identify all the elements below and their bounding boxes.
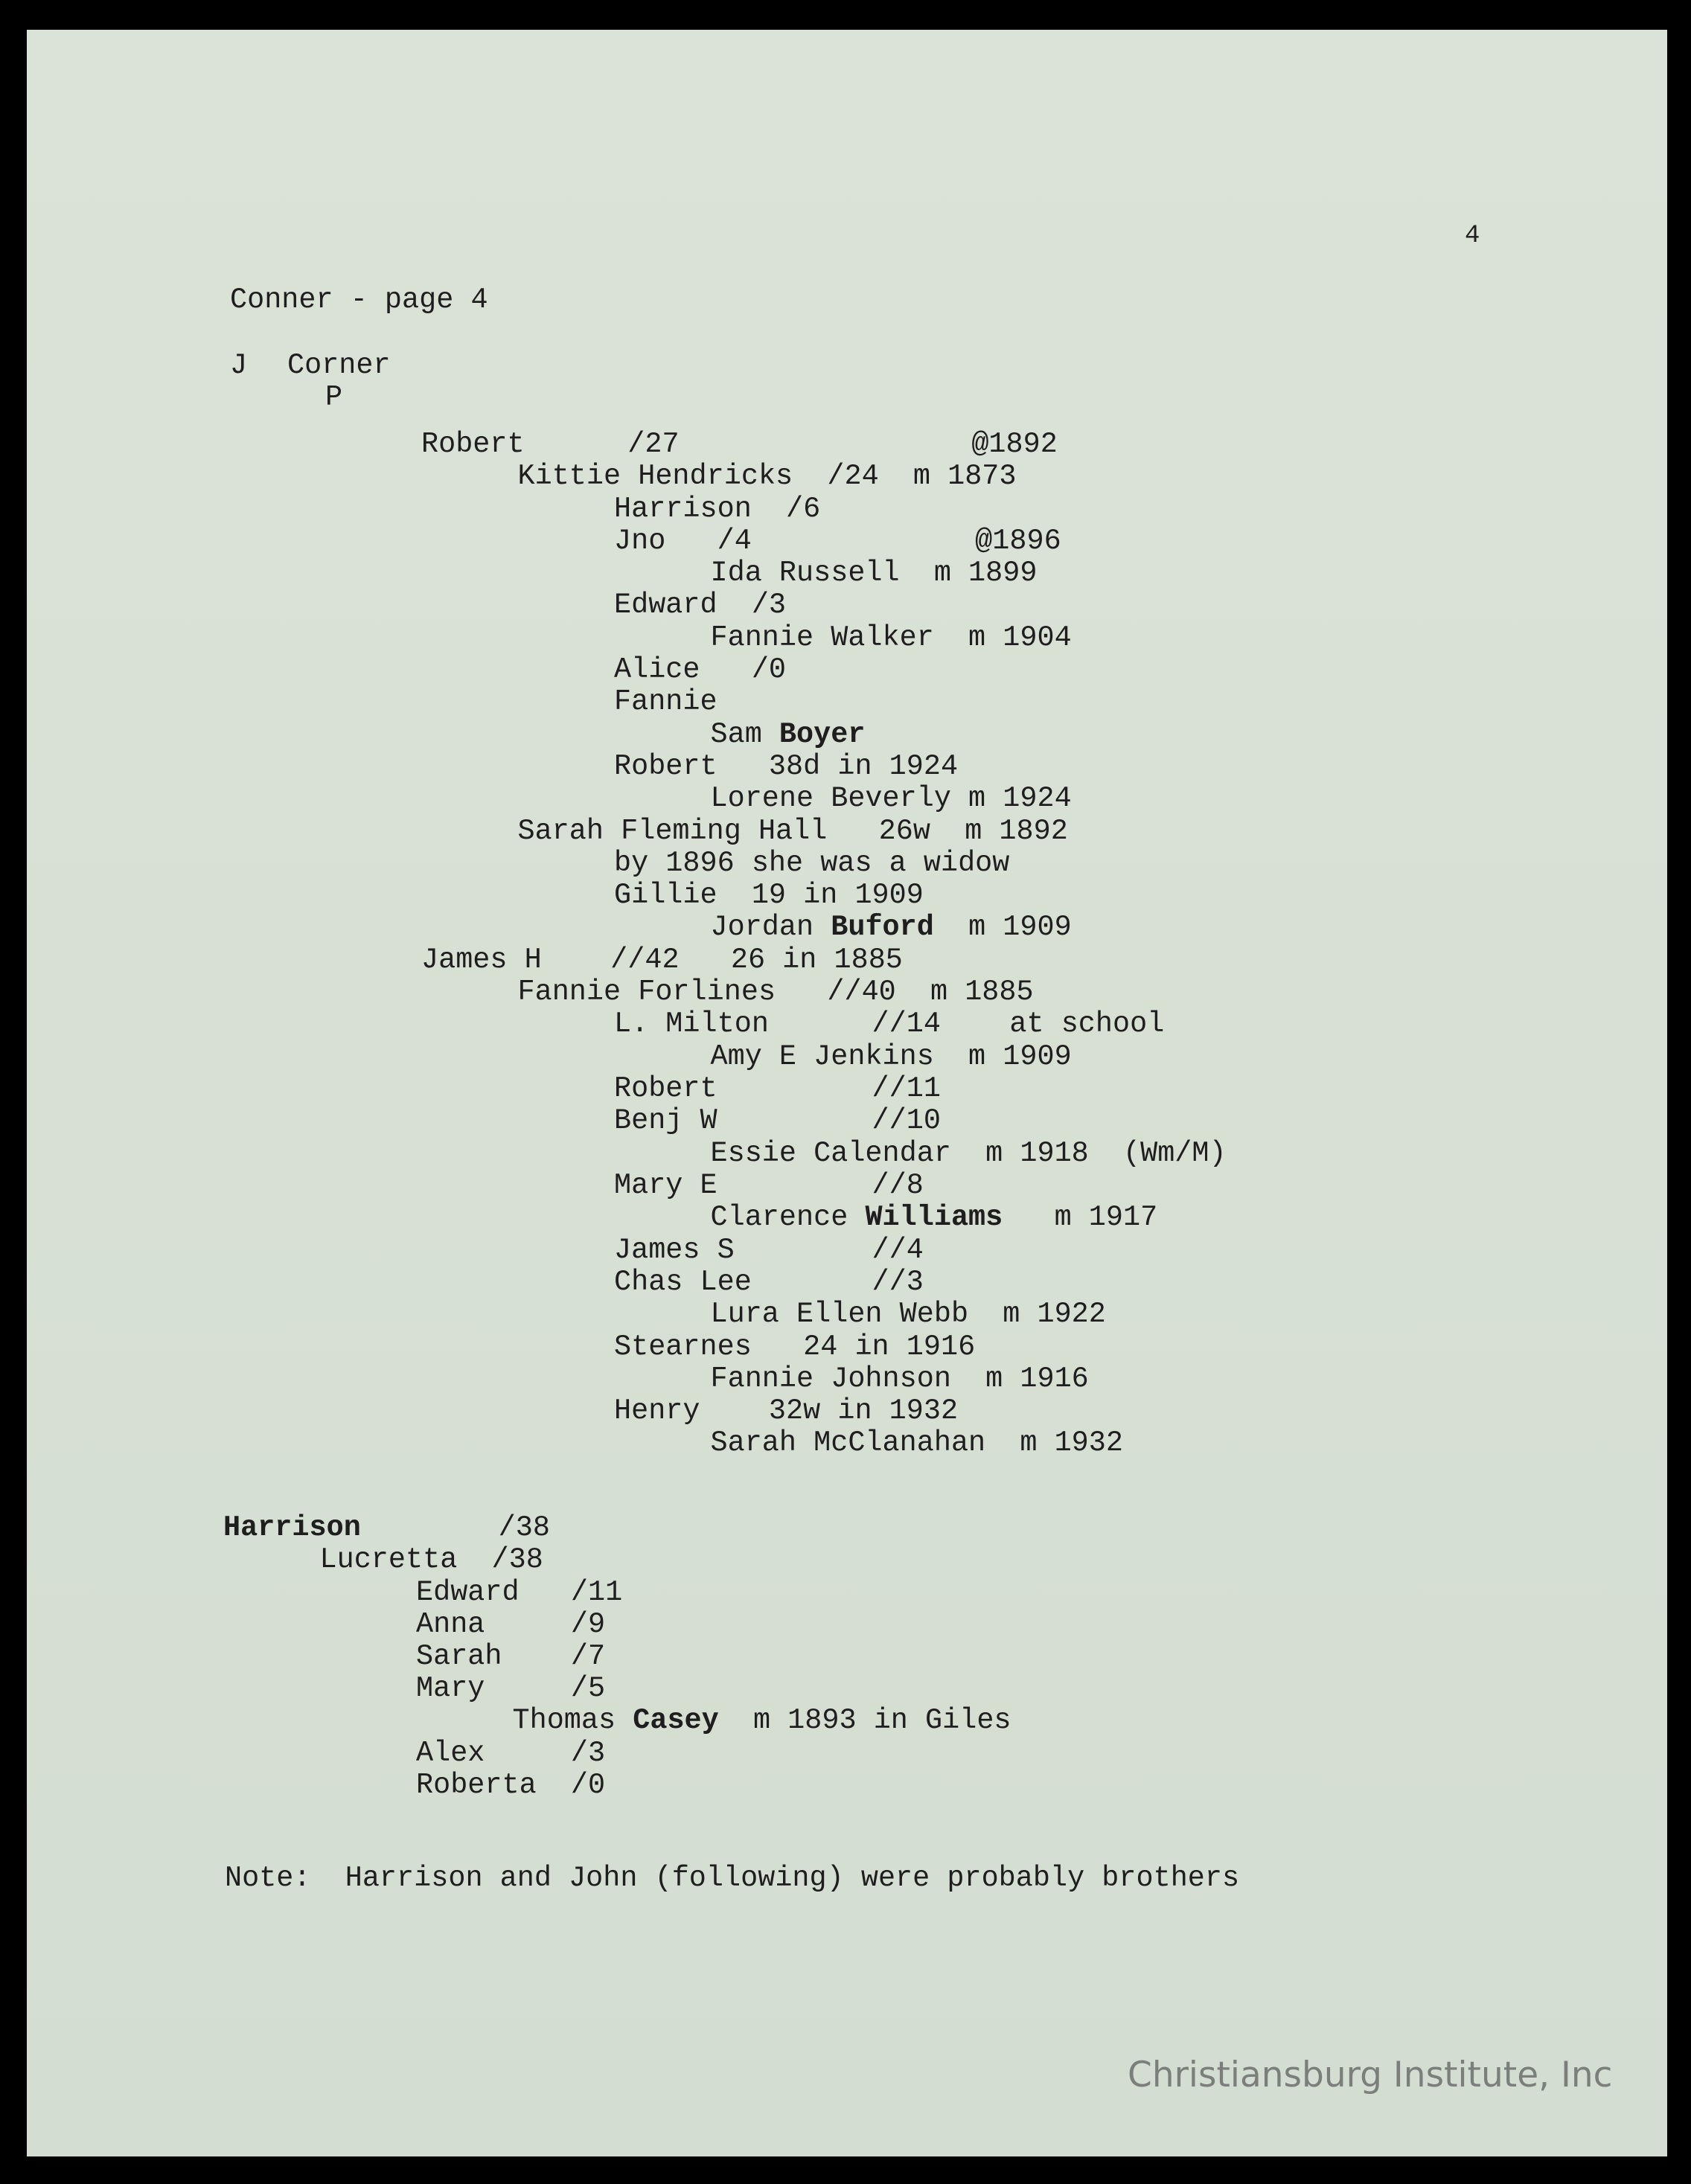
entry-text: m 1893 in Giles xyxy=(718,1704,1011,1737)
entry-text: James S //4 xyxy=(614,1234,924,1266)
entry-text: Clarence xyxy=(710,1201,866,1234)
family-head-sub: P xyxy=(325,381,343,414)
entry-text: Sarah McClanahan m 1932 xyxy=(710,1426,1123,1459)
entry-text: Fannie Johnson m 1916 xyxy=(710,1362,1089,1395)
entry-line xyxy=(614,1396,958,1426)
entry-text: Lorene Beverly m 1924 xyxy=(710,782,1072,815)
entry-line xyxy=(614,687,717,717)
entry-text: Alex /3 xyxy=(416,1737,606,1770)
family2-line xyxy=(320,1545,543,1575)
family2-line xyxy=(416,1770,605,1800)
entry-text: /38 xyxy=(360,1511,550,1544)
entry-text: Ida Russell m 1899 xyxy=(710,557,1038,589)
entry-line xyxy=(711,1428,1124,1458)
surname-bold: Casey xyxy=(633,1704,719,1737)
surname-bold: Boyer xyxy=(779,718,866,751)
entry-text: Sarah Fleming Hall 26w m 1892 xyxy=(517,815,1068,848)
entry-text: Sarah /7 xyxy=(416,1640,606,1673)
entry-line xyxy=(614,1106,941,1136)
family2-line xyxy=(416,1674,605,1703)
entry-line xyxy=(711,1139,1227,1168)
entry-line xyxy=(421,429,1058,459)
entry-line xyxy=(614,494,820,524)
entry-text: Chas Lee //3 xyxy=(614,1266,924,1298)
entry-line xyxy=(614,1267,924,1297)
entry-text: Amy E Jenkins m 1909 xyxy=(710,1040,1072,1073)
entry-text: L. Milton //14 at school xyxy=(614,1008,1165,1040)
entry-text: Edward /11 xyxy=(416,1576,623,1609)
family-head-initial: J xyxy=(230,349,248,382)
entry-line xyxy=(614,1009,1164,1039)
entry-line xyxy=(614,590,786,620)
family2-line xyxy=(416,1642,605,1671)
entry-line xyxy=(711,1364,1089,1394)
entry-line xyxy=(711,1203,1158,1232)
family2-line xyxy=(416,1578,622,1607)
entry-text: Roberta /0 xyxy=(416,1769,606,1802)
entry-text: Edward /3 xyxy=(614,589,787,621)
entry-line xyxy=(614,848,1009,878)
entry-text: Jordan xyxy=(710,911,831,944)
entry-text: Essie Calendar m 1918 (Wm/M) xyxy=(710,1137,1227,1170)
entry-line xyxy=(614,752,958,781)
entry-text: Mary /5 xyxy=(416,1672,606,1705)
entry-text: Gillie 19 in 1909 xyxy=(614,879,924,912)
note-text: Note: Harrison and John (following) were probably brothers xyxy=(225,1862,1240,1895)
entry-line xyxy=(421,945,903,975)
entry-text: Kittie Hendricks /24 m 1873 xyxy=(517,460,1017,493)
entry-text: Thomas xyxy=(512,1704,633,1737)
family2-line xyxy=(416,1738,605,1768)
family2-line xyxy=(513,1706,1011,1735)
entry-line xyxy=(711,558,1038,588)
entry-text: Robert 38d in 1924 xyxy=(614,750,959,783)
surname-bold: Williams xyxy=(865,1201,1003,1234)
surname-bold: Buford xyxy=(831,911,934,944)
entry-line xyxy=(711,623,1072,653)
entry-line xyxy=(518,977,1034,1007)
entry-text: Henry 32w in 1932 xyxy=(614,1394,959,1427)
entry-line xyxy=(711,1299,1106,1329)
entry-line xyxy=(711,784,1072,813)
document-heading: Conner - page 4 xyxy=(230,284,488,316)
family-head-surname: Corner xyxy=(287,349,391,382)
entry-line xyxy=(614,880,924,910)
entry-text: Fannie Walker m 1904 xyxy=(710,621,1072,654)
family2-line xyxy=(223,1513,550,1543)
watermark-text: Christiansburg Institute, Inc xyxy=(1128,2055,1613,2095)
page-number: 4 xyxy=(1465,222,1480,250)
entry-text: Alice /0 xyxy=(614,653,787,686)
entry-text: Anna /9 xyxy=(416,1608,606,1641)
entry-text: Benj W //10 xyxy=(614,1104,941,1137)
entry-text: m 1909 xyxy=(933,911,1072,944)
entry-text: Mary E //8 xyxy=(614,1169,924,1202)
entry-line xyxy=(614,1171,924,1200)
family2-line xyxy=(416,1610,605,1639)
entry-line xyxy=(711,1042,1072,1072)
entry-text: Lucretta /38 xyxy=(319,1543,543,1576)
entry-text: Sam xyxy=(710,718,779,751)
entry-line xyxy=(614,1332,975,1362)
entry-text: Lura Ellen Webb m 1922 xyxy=(710,1298,1106,1330)
entry-text: James H //42 26 in 1885 xyxy=(421,944,903,976)
entry-line xyxy=(614,526,1061,556)
entry-text: Jno /4 @1896 xyxy=(614,525,1061,557)
entry-text: Stearnes 24 in 1916 xyxy=(614,1330,976,1363)
entry-line xyxy=(614,655,786,685)
entry-line xyxy=(614,1074,941,1104)
entry-line xyxy=(711,912,1072,942)
entry-line xyxy=(614,1235,924,1265)
entry-text: Fannie Forlines //40 m 1885 xyxy=(517,976,1034,1008)
entry-text: Harrison /6 xyxy=(614,493,821,525)
entry-text: m 1917 xyxy=(1003,1201,1158,1234)
entry-text: Robert /27 @1892 xyxy=(421,428,1058,461)
entry-line xyxy=(711,720,866,749)
entry-text: Fannie xyxy=(614,685,717,718)
entry-line xyxy=(518,816,1068,846)
entry-line xyxy=(518,461,1017,491)
entry-text: by 1896 she was a widow xyxy=(614,847,1010,880)
entry-text: Robert //11 xyxy=(614,1072,941,1105)
surname-bold: Harrison xyxy=(223,1511,361,1544)
